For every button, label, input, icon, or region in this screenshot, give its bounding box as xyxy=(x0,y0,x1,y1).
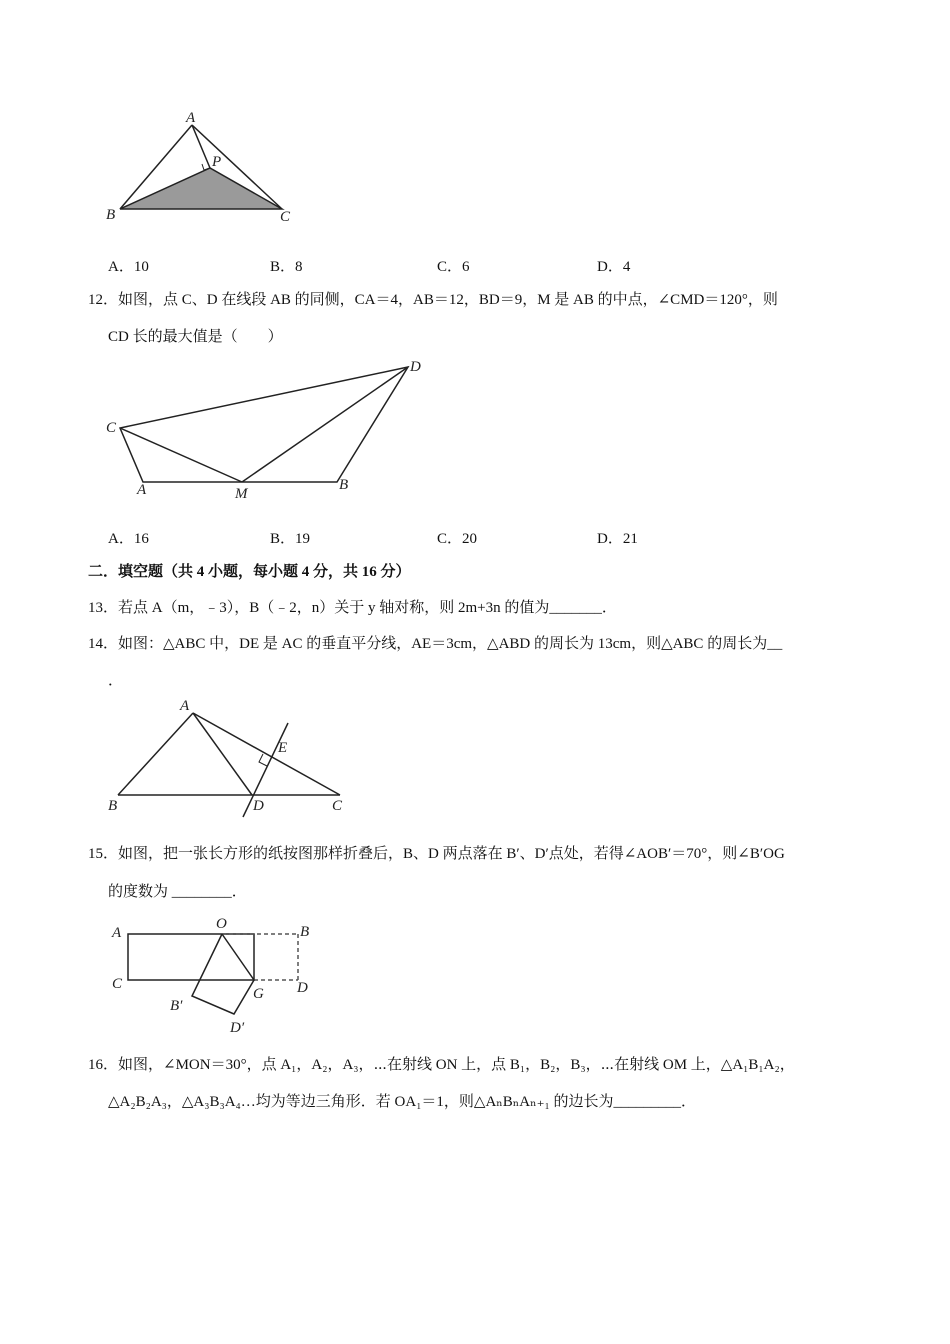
q16-stem-line1: 16．如图，∠MON＝30°，点 A₁，A₂，A₃，⋯在射线 ON 上，点 B₁，B₂，B₃，⋯在射线 OM 上，△A₁B₁A₂， xyxy=(88,1057,795,1073)
q14-stem-line1: 14．如图：△ABC 中，DE 是 AC 的垂直平分线，AE＝3cm，△ABD 的周长为 13cm，则△ABC 的周长为__ xyxy=(88,636,783,652)
label-g: G xyxy=(253,986,264,1002)
label-b: B xyxy=(106,207,116,223)
label-p: P xyxy=(212,154,222,170)
segment-cm xyxy=(120,428,242,482)
label-o: O xyxy=(216,916,227,932)
q15-stem-line1: 15．如图，把一张长方形的纸按图那样折叠后，B、D 两点落在 B′、D′点处，若得∠AOB′＝70°，则∠B′OG xyxy=(88,846,785,862)
quad-outline xyxy=(120,367,408,482)
label-a: A xyxy=(186,110,196,126)
figure-q12 xyxy=(100,355,440,505)
label-d-prime: D′ xyxy=(230,1020,245,1036)
label-a: A xyxy=(180,698,190,714)
right-angle-mark xyxy=(259,754,267,766)
q11-option-c: C．6 xyxy=(437,259,470,275)
segment-ab xyxy=(118,713,193,795)
q11-option-d: D．4 xyxy=(597,259,631,275)
figure-q11 xyxy=(100,105,310,230)
label-d: D xyxy=(410,359,421,375)
q14-stem-line2: ． xyxy=(108,673,124,689)
rectangle-remaining xyxy=(128,934,254,980)
q12-option-d: D．21 xyxy=(597,531,638,547)
label-d: D xyxy=(297,980,308,996)
label-m: M xyxy=(235,486,248,502)
q11-option-b: B．8 xyxy=(270,259,303,275)
segment-ap xyxy=(192,125,210,168)
figure-q15 xyxy=(100,910,330,1040)
label-c: C xyxy=(112,976,123,992)
q12-stem-line1: 12．如图，点 C、D 在线段 AB 的同侧，CA＝4，AB＝12，BD＝9，M 是 AB 的中点，∠CMD＝120°，则 xyxy=(88,292,778,308)
q16-stem-line2: △A₂B₂A₃，△A₃B₃A₄…均为等边三角形．若 OA₁＝1，则△AₙBₙAₙ₊₁ 的边长为_________． xyxy=(108,1094,697,1110)
label-b: B xyxy=(300,924,310,940)
segment-ac xyxy=(193,713,340,795)
figure-q14 xyxy=(100,695,360,820)
q12-stem-line2: CD 长的最大值是（ ） xyxy=(108,329,283,345)
q12-option-c: C．20 xyxy=(437,531,478,547)
folded-part xyxy=(192,934,254,1014)
label-e: E xyxy=(278,740,288,756)
label-d: D xyxy=(253,798,264,814)
shaded-triangle-bpc xyxy=(120,168,282,209)
label-c: C xyxy=(106,420,117,436)
q13-stem: 13．若点 A（m，﹣3），B（﹣2，n）关于 y 轴对称，则 2m+3n 的值为_______． xyxy=(88,600,617,616)
q12-option-a: A．16 xyxy=(108,531,149,547)
label-b: B xyxy=(339,477,349,493)
segment-ad xyxy=(193,713,252,795)
label-c: C xyxy=(332,798,343,814)
q15-stem-line2: 的度数为 ________． xyxy=(108,884,247,900)
q12-option-b: B．19 xyxy=(270,531,311,547)
label-b-prime: B′ xyxy=(170,998,183,1014)
section-heading: 二．填空题（共 4 小题，每小题 4 分，共 16 分） xyxy=(88,564,411,580)
perpendicular-bisector-de xyxy=(243,723,288,817)
q11-option-a: A．10 xyxy=(108,259,149,275)
label-a: A xyxy=(137,482,147,498)
label-c: C xyxy=(280,209,291,225)
label-b: B xyxy=(108,798,118,814)
label-a: A xyxy=(112,925,122,941)
